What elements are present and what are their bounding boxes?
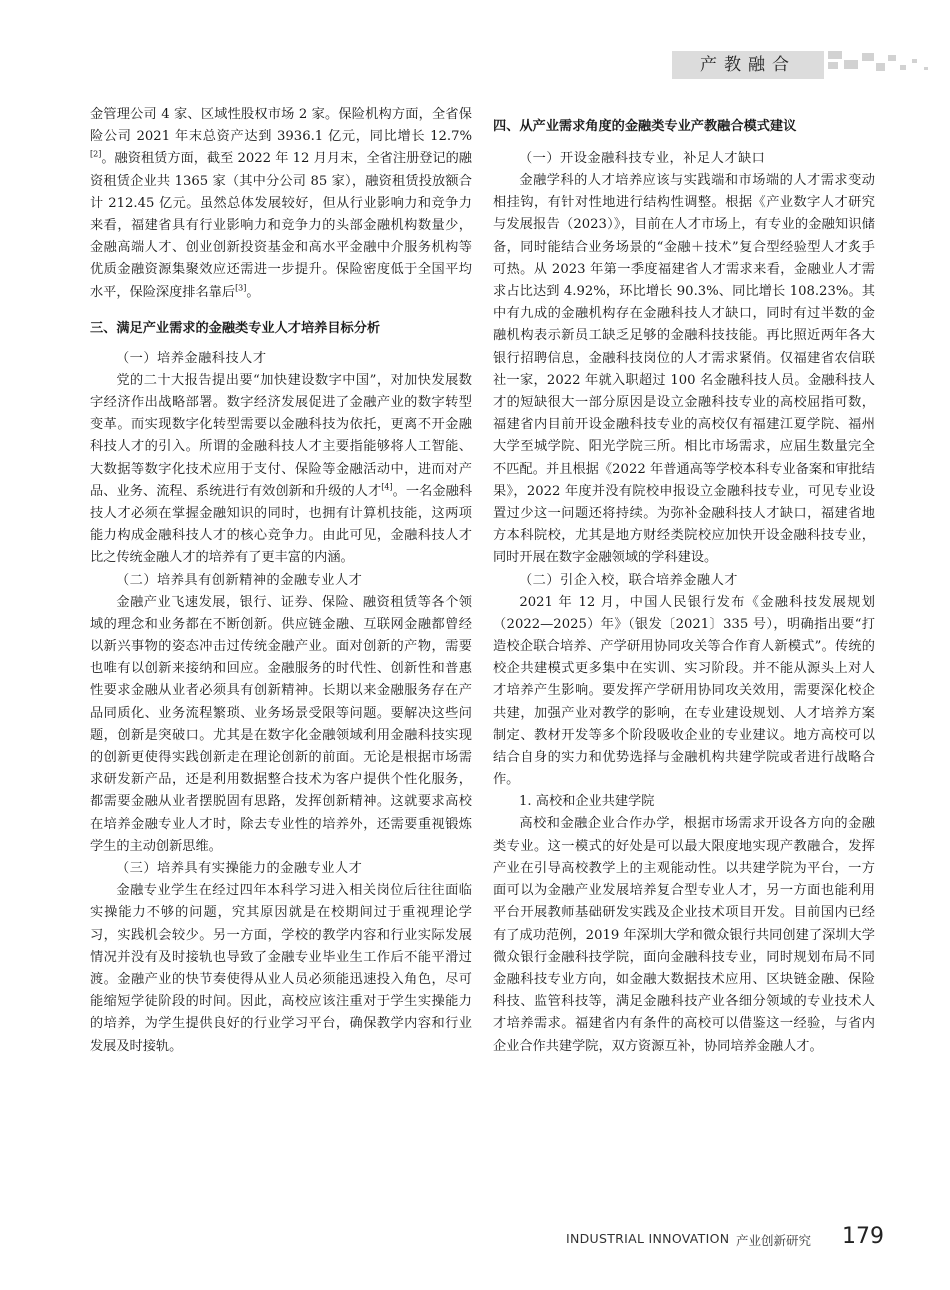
paragraph-left-1: [90, 370, 472, 570]
journal-name-cn: 产业创新研究: [736, 1233, 812, 1248]
subheading-talent-fintech: （一）培养金融科技人才: [116, 350, 267, 366]
paragraph-right-1: 金融学科的人才培养应该与实践端和市场端的人才需求变动相挂钩，有针对性地进行结构性调整。根据《产业数字人才研究与发展报告（2023）》，目前在人才市场上，有专业的金融知识储备，同时能结合业务场景的“金融＋技术”复合型经验型人才炙手可热。从 2023 年第一季度福建省人才需求来看，金融业人才需求占比达到 4.92%，环比增长 90.3%、同比增长 108.23%。其中有九成的金融机构存在金融科技人才缺口，同时有过半数的金融机构表示新员工缺乏足够的金融科技技能。再比照近两年各大银行招聘信息，金融科技岗位的人才需求紧俏。仅福建省农信联社一家，2022 年就入职超过 100 名金融科技人员。金融科技人才的短缺很大一部分原因是设立金融科技专业的高校屈指可数，福建省内目前开设金融科技专业的高校仅有福建江夏学院、福州大学至城学院、阳光学院三所。相比市场需求，应届生数量完全不匹配。并且根据《2022 年普通高等学校本科专业备案和审批结果》，2022 年度并没有院校申报设立金融科技专业，可见专业设置过少这一问题还将持续。为弥补金融科技人才缺口，福建省地方本科院校，尤其是地方财经类院校应加快开设金融科技专业，同时开展在数字金融领域的学科建设。: [493, 173, 875, 566]
subheading-open-major: （一）开设金融科技专业，补足人才缺口: [519, 151, 766, 166]
right-column: [493, 104, 875, 1058]
citation: [2]: [90, 150, 102, 160]
page-footer: [566, 1226, 896, 1250]
subheading-practical: （三）培养具有实操能力的金融专业人才: [116, 861, 363, 877]
list-item-heading: 1. 高校和企业共建学院: [519, 794, 655, 810]
text-run: 。: [246, 284, 260, 300]
section-heading-3: 三、满足产业需求的金融类专业人才培养目标分析: [90, 320, 381, 336]
text-run: 党的二十大报告提出要“加快建设数字中国”，对加快发展数字经济作出战略部署。数字经济发展促进了金融产业的数字转型变革。而实现数字化转型需要以金融科技为依托，更离不开金融科技人才的引入。所谓的金融科技人才主要指能够将人工智能、大数据等数字化技术应用于支付、保险等金融活动中，进而对产品、业务、流程、系统进行有效创新和升级的人才: [90, 372, 472, 499]
text-run: 。一名金融科技人才必须在掌握金融知识的同时，也拥有计算机技能，这两项能力构成金融科技人才的核心竞争力。由此可见，金融科技人才比之传统金融人才的培养有了更丰富的内涵。: [90, 483, 473, 566]
paragraph-right-2: 2021 年 12 月，中国人民银行发布《金融科技发展规划（2022—2025）年》（银发〔2021〕335 号），明确指出要“打造校企联合培养、产学研用协同攻关等合作育人新模式”。传统的校企共建模式更多集中在实训、实习阶段。并不能从源头上对人才培养产生影响。要发挥产学研用协同攻关效用，需要深化校企共建，加强产业对教学的影响，在专业建设规划、人才培养方案制定、教材开发等多个阶段吸收企业的专业建议。地方高校可以结合自身的实力和优势选择与金融机构共建学院或者进行战略合作。: [493, 594, 875, 788]
subheading-enterprise: （二）引企入校，联合培养金融人才: [519, 572, 738, 588]
page-number: 179: [842, 1224, 884, 1249]
subheading-innovation: （二）培养具有创新精神的金融专业人才: [116, 572, 363, 588]
paragraph-left-2: 金融产业飞速发展，银行、证券、保险、融资租赁等各个领域的理念和业务都在不断创新。供应链金融、互联网金融都曾经以新兴事物的姿态冲击过传统金融产业。面对创新的产物，需要也唯有以创新来接纳和回应。金融服务的时代性、创新性和普惠性要求金融从业者必须具有创新精神。长期以来金融服务存在产品同质化、业务流程繁琐、业务场景受限等问题。要解决这些问题，创新是突破口。尤其是在数字化金融领域利用金融科技实现的创新更使得实践创新走在理论创新的前面。无论是根据市场需求研发新产品，还是利用数据整合技术为客户提供个性化服务，都需要金融从业者摆脱固有思路，发挥创新精神。这就要求高校在培养金融专业人才时，除去专业性的培养外，还需要重视锻炼学生的主动创新思维。: [90, 594, 472, 854]
text-run: 金管理公司 4 家、区域性股权市场 2 家。保险机构方面，全省保险公司 2021 年末总资产达到 3936.1 亿元，同比增长 12.7%: [90, 107, 472, 145]
section-heading-4: 四、从产业需求角度的金融类专业产教融合模式建议: [493, 119, 797, 134]
section-header-title: 产教融合: [700, 55, 796, 75]
header-decoration: [828, 51, 948, 79]
text-run: 。融资租赁方面，截至 2022 年 12 月月末，全省注册登记的融资租赁企业共 1365 家（其中分公司 85 家），融资租赁投放额合计 212.45 亿元。虽然总体发展较好，但从行业影响力和竞争力来看，福建省具有行业影响力和竞争力的头部金融机构数量少，金融高端人才、创业创新投资基金和高水平金融中介服务机构等优质金融资源集聚效应还需进一步提升。保险密度低于全国平均水平，保险深度排名靠后: [90, 151, 472, 300]
paragraph-left-3: 金融专业学生在经过四年本科学习进入相关岗位后往往面临实操能力不够的问题，究其原因就是在校期间过于重视理论学习，实践机会较少。另一方面，学校的教学内容和行业实际发展情况并没有及时接轨也导致了金融专业毕业生工作后不能平滑过渡。金融产业的快节奏使得从业人员必须能迅速投入角色，尽可能缩短学徒阶段的时间。因此，高校应该注重对于学生实操能力的培养，为学生提供良好的行业学习平台，确保教学内容和行业发展及时接轨。: [90, 883, 472, 1054]
paragraph-right-3: 高校和金融企业合作办学，根据市场需求开设各方向的金融类专业。这一模式的好处是可以最大限度地实现产教融合，发挥产业在引导高校教学上的主观能动性。以共建学院为平台，一方面可以为金融产业发展培养复合型专业人才，另一方面也能利用平台开展教师基础研发实践及企业技术项目开发。目前国内已经有了成功范例，2019 年深圳大学和微众银行共同创建了深圳大学微众银行金融科技学院，面向金融科技专业，同时规划布局不同金融科技专业方向，如金融大数据技术应用、区块链金融、保险科技、监管科技等，满足金融科技产业各细分领域的专业技术人才培养需求。福建省内有条件的高校可以借鉴这一经验，与省内企业合作共建学院，双方资源互补，协同培养金融人才。: [493, 816, 875, 1054]
left-column: [90, 104, 472, 1058]
journal-name-en: INDUSTRIAL INNOVATION: [566, 1231, 730, 1246]
paragraph-left-0: [90, 104, 472, 304]
citation: [3]: [235, 283, 247, 293]
citation: [4]: [381, 482, 393, 492]
